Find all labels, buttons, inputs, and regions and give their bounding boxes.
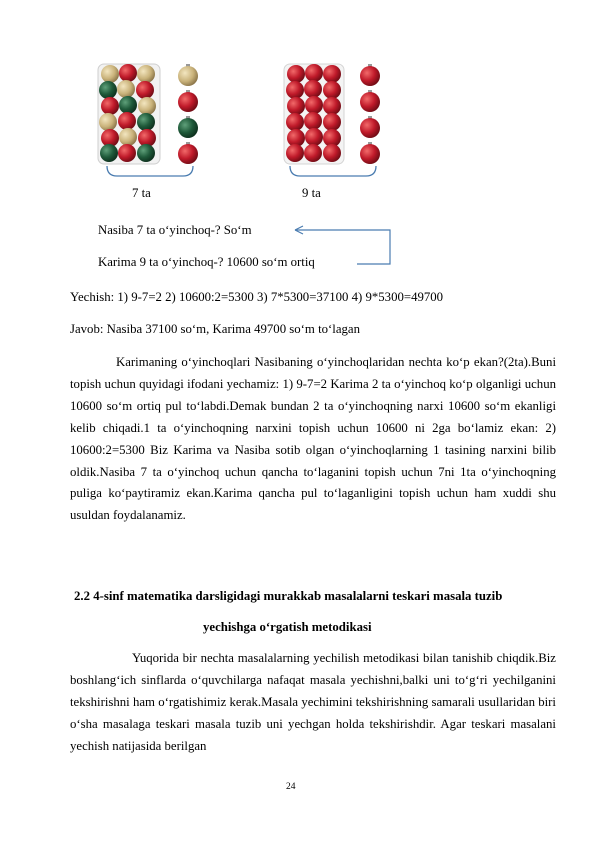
bracket-left [105, 166, 195, 180]
left-single-ornaments [178, 64, 198, 164]
right-ornament-box [284, 64, 344, 164]
left-ornament-box [98, 64, 160, 164]
problem-line-karima: Karima 9 ta o‘yinchoq-? 10600 so‘m ortiq [98, 255, 315, 269]
right-single-ornaments [360, 64, 380, 164]
methodology-paragraph [70, 648, 556, 758]
methodology-text: Yuqorida bir nechta masalalarning yechilish metodikasi bilan tanishib chiqdik.Biz boshlang‘ich sinflarda o‘quvchilarga nafaqat masala yechishni,balki uni to‘g‘ri yechilganini tekshirishni ham o‘rgatishimiz kerak.Masala yechimini tekshirishning samarali usullaridan biri o‘sha masalaga teskari masala tuzib uni yechgan holda tekshirishdir. Agar teskari masalani yechish natijasida berilgan [70, 651, 556, 753]
bracket-right [288, 166, 378, 180]
section-title-line-1: 2.2 4-sinf matematika darsligidagi murakkab masalalarni teskari masala tuzib [74, 589, 503, 603]
explanation-paragraph [70, 352, 556, 527]
answer-line: Javob: Nasiba 37100 so‘m, Karima 49700 so‘m to‘lagan [70, 322, 361, 336]
figure-label-left: 7 ta [132, 186, 151, 200]
explanation-text: Karimaning o‘yinchoqlari Nasibaning o‘yinchoqlaridan nechta ko‘p ekan?(2ta).Buni topish uchun quyidagi ifodani yechamiz: 1) 9-7=2 Karima 2 ta o‘yinchoq ko‘p olganligi uchun 10600 so‘m ortiq pul to‘labdi.Demak bundan 2 ta o‘yinchoqning narxi 10600 so‘m ekanligi kelib chiqadi.1 ta o‘yinchoqning narxini topish uchun 10600 ni 2ga bo‘lamiz ekan: 2) 10600:2=5300 Biz Karima va Nasiba sotib olgan o‘yinchoqlarning 1 tasining narxini bilib oldik.Nasiba 7 ta o‘yinchoq uchun qancha to‘laganini topish uchun 7ni 1ta o‘yinchoqning puliga ko‘paytiramiz ekan.Karima qancha pul to‘laganligini topish uchun ham xuddi shu usuldan foydalanamiz. [70, 355, 556, 523]
problem-line-nasiba: Nasiba 7 ta o‘yinchoq-? So‘m [98, 223, 252, 237]
page-number: 24 [286, 782, 296, 792]
section-title-line-2: yechishga o‘rgatish metodikasi [203, 620, 372, 634]
figure-label-right: 9 ta [302, 186, 321, 200]
comparison-arrow [285, 222, 395, 268]
solution-line: Yechish: 1) 9-7=2 2) 10600:2=5300 3) 7*5300=37100 4) 9*5300=49700 [70, 290, 444, 304]
